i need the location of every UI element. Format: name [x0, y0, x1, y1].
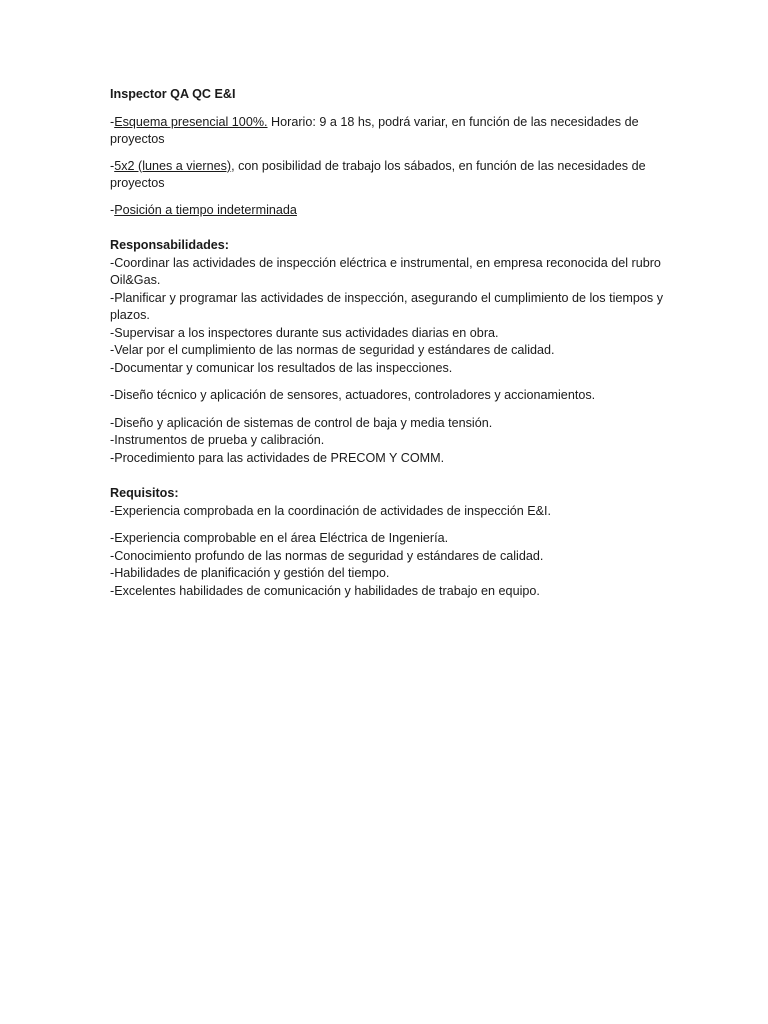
- responsibility-item: -Procedimiento para las actividades de PRECOM Y COMM.: [110, 450, 445, 465]
- responsibility-item: -Coordinar las actividades de inspección eléctrica e instrumental, en empresa reconocida del rubro Oil&Gas.: [110, 255, 661, 287]
- responsibility-item: -Diseño técnico y aplicación de sensores, actuadores, controladores y accionamientos.: [110, 388, 596, 402]
- responsibility-item: -Planificar y programar las actividades de inspección, asegurando el cumplimiento de los tiempos y plazos.: [110, 290, 663, 322]
- responsibility-item: -Velar por el cumplimiento de las normas de seguridad y estándares de calidad.: [110, 343, 555, 357]
- condition-schedule: [110, 114, 670, 149]
- responsibility-item: -Documentar y comunicar los resultados de las inspecciones.: [110, 360, 453, 375]
- requirement-item: -Conocimiento profundo de las normas de seguridad y estándares de calidad.: [110, 548, 544, 563]
- spacer: [110, 405, 670, 415]
- condition-underlined: Posición a tiempo indeterminada: [114, 202, 297, 217]
- document-title: Inspector QA QC E&I: [110, 87, 236, 101]
- condition-detail: , con posibilidad de trabajo los sábados, en función de las necesidades de proyectos: [110, 158, 646, 190]
- condition-underlined: Esquema presencial 100%.: [114, 114, 268, 129]
- condition-workdays: [110, 158, 670, 193]
- requirements-heading: Requisitos:: [110, 486, 179, 500]
- requirement-item: -Excelentes habilidades de comunicación y habilidades de trabajo en equipo.: [110, 583, 540, 598]
- responsibilities-heading: Responsabilidades:: [110, 238, 229, 252]
- condition-underlined: 5x2 (lunes a viernes): [114, 158, 232, 173]
- condition-position: [110, 202, 670, 220]
- condition-dash: -: [110, 114, 115, 129]
- requirement-item: -Experiencia comprobada en la coordinación de actividades de inspección E&I.: [110, 503, 552, 518]
- spacer: [110, 520, 670, 530]
- requirement-item: -Experiencia comprobable en el área Eléctrica de Ingeniería.: [110, 531, 449, 545]
- responsibility-item: -Diseño y aplicación de sistemas de control de baja y media tensión.: [110, 415, 493, 430]
- responsibility-item: -Instrumentos de prueba y calibración.: [110, 433, 325, 447]
- responsibility-item: -Supervisar a los inspectores durante sus actividades diarias en obra.: [110, 325, 499, 340]
- condition-detail: Horario: 9 a 18 hs, podrá variar, en función de las necesidades de proyectos: [110, 114, 639, 146]
- document-page: [110, 86, 670, 600]
- condition-dash: -: [110, 158, 115, 173]
- requirement-item: -Habilidades de planificación y gestión del tiempo.: [110, 566, 390, 580]
- spacer: [110, 377, 670, 387]
- condition-dash: -: [110, 202, 115, 217]
